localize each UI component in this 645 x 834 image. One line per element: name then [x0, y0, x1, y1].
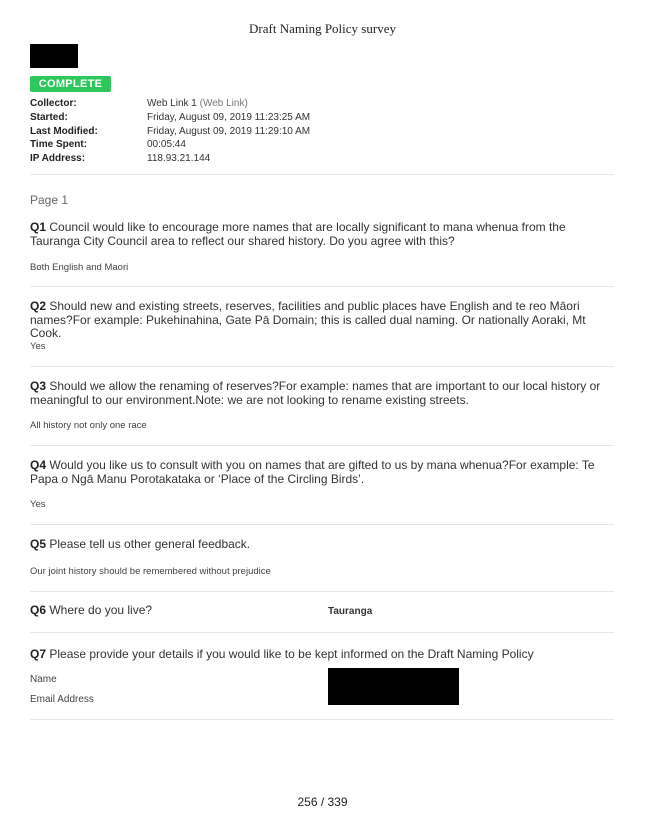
meta-row-ip-address [30, 152, 310, 166]
meta-value: Friday, August 09, 2019 11:23:25 AM [147, 111, 311, 123]
page-label: Page 1 [30, 193, 69, 207]
meta-row-time-spent [30, 138, 310, 152]
meta-row-last-modified [30, 125, 310, 139]
question-text: Please provide your details if you would like to be kept informed on the Draft Naming Policy [46, 647, 534, 661]
question-number: Q5 [30, 537, 47, 551]
question-2 [30, 300, 614, 341]
meta-key: Time Spent: [30, 139, 88, 151]
divider [30, 591, 614, 592]
question-number: Q4 [30, 458, 47, 472]
question-number: Q7 [30, 647, 47, 661]
question-number: Q3 [30, 379, 47, 393]
meta-key: Collector: [30, 98, 77, 109]
divider [30, 366, 614, 367]
question-5 [30, 538, 614, 552]
question-number: Q2 [30, 299, 47, 313]
answer-5: Our joint history should be remembered without prejudice [30, 566, 271, 577]
meta-key: Started: [30, 111, 68, 123]
answer-2: Yes [30, 341, 46, 352]
answer-1: Both English and Maori [30, 262, 129, 273]
field-label-name: Name [30, 674, 57, 685]
answer-4: Yes [30, 499, 46, 510]
question-4 [30, 459, 614, 486]
question-text: Should we allow the renaming of reserves?For example: names that are important to our local history or meaningful to our environment.Note: we are not looking to rename existing streets. [30, 379, 601, 407]
divider [30, 524, 614, 525]
question-7 [30, 648, 614, 662]
status-badge: COMPLETE [30, 76, 111, 92]
question-number: Q1 [30, 220, 47, 234]
question-6 [30, 604, 310, 618]
divider [30, 445, 614, 446]
meta-key: IP Address: [30, 153, 86, 165]
question-1 [30, 221, 614, 248]
divider [30, 286, 614, 287]
question-text: Council would like to encourage more names that are locally significant to mana whenua from the Tauranga City Council area to reflect our shared history. Do you agree with this? [30, 220, 566, 248]
question-text: Would you like us to consult with you on names that are gifted to us by mana whenua?For example: Te Papa o Ngā Manu Porotakataka or ‘Place of the Circling Birds’. [30, 458, 595, 486]
question-text: Please tell us other general feedback. [46, 537, 251, 551]
answer-3: All history not only one race [30, 420, 147, 431]
document-title: Draft Naming Policy survey [249, 21, 396, 36]
divider [30, 632, 614, 633]
answer-6: Tauranga [328, 606, 373, 617]
page-number: 256 / 339 [297, 795, 348, 809]
meta-row-started [30, 111, 310, 125]
redacted-logo [30, 44, 78, 68]
divider [30, 719, 614, 720]
redacted-contact-details [328, 668, 459, 705]
meta-value: Friday, August 09, 2019 11:29:10 AM [147, 125, 311, 137]
divider [30, 174, 614, 175]
question-3 [30, 380, 614, 407]
meta-key: Last Modified: [30, 125, 98, 137]
meta-value: 00:05:44 [147, 139, 186, 151]
question-text: Should new and existing streets, reserves, facilities and public places have English and te reo Māori names?For example: Pukehinahina, Gate Pā Domain; this is called dual naming. Or nationally Aoraki, Mt Cook. [30, 299, 586, 340]
question-number: Q6 [30, 603, 47, 617]
meta-row-collector [30, 97, 310, 111]
field-label-email: Email Address [30, 694, 94, 705]
meta-sub: (Web Link) [196, 98, 248, 109]
meta-value: Web Link 1 [147, 98, 197, 109]
question-text: Where do you live? [46, 603, 153, 617]
response-metadata [30, 97, 310, 166]
meta-value: 118.93.21.144 [147, 153, 211, 165]
